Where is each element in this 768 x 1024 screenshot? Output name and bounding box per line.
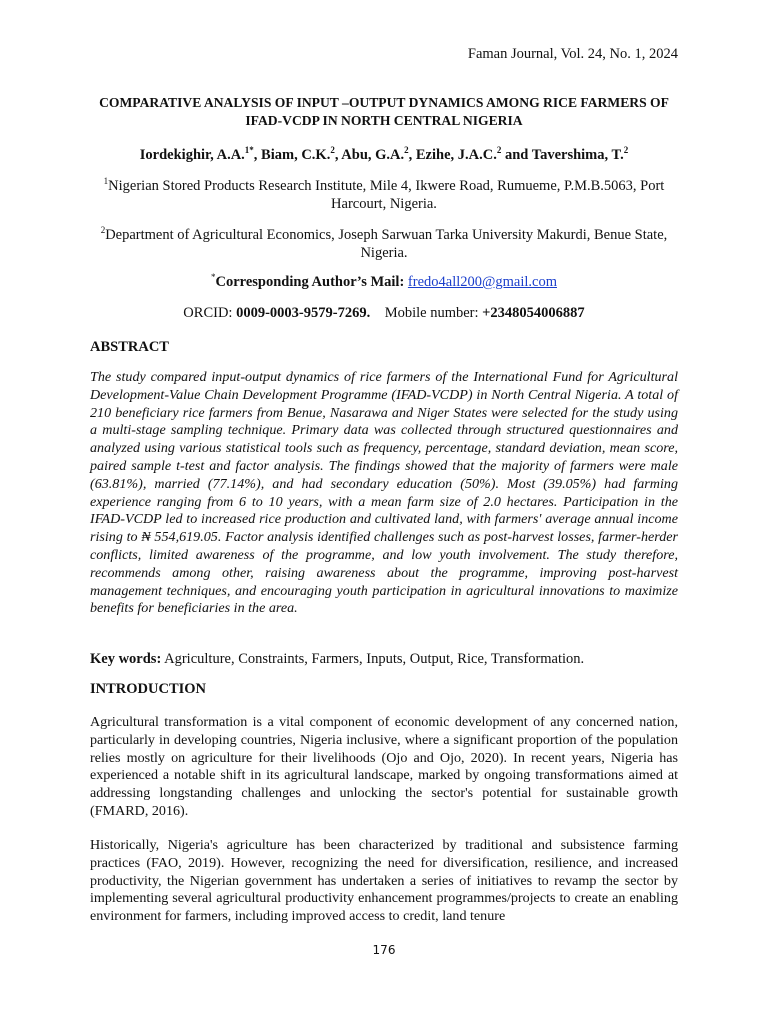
- author-list: [90, 147, 678, 164]
- introduction-heading: INTRODUCTION: [90, 681, 207, 697]
- author-separator: ,: [408, 147, 416, 163]
- author-name: Iordekighir, A.A.: [139, 147, 245, 163]
- corresponding-author: [90, 274, 678, 291]
- mobile-label: Mobile number:: [384, 305, 479, 321]
- affiliation-text: Department of Agricultural Economics, Joseph Sarwuan Tarka University Makurdi, Benue State, Nigeria.: [105, 227, 668, 261]
- page-number: 176: [372, 943, 396, 957]
- keywords-text: Agriculture, Constraints, Farmers, Inputs, Output, Rice, Transformation.: [164, 651, 585, 667]
- author-separator: ,: [253, 147, 262, 163]
- author-affiliation-mark: 2: [330, 145, 335, 156]
- author-affiliation-mark: 2: [404, 145, 409, 156]
- abstract-heading: ABSTRACT: [90, 339, 169, 355]
- corresponding-label: Corresponding Author’s Mail:: [215, 274, 405, 290]
- paper-title: COMPARATIVE ANALYSIS OF INPUT –OUTPUT DYNAMICS AMONG RICE FARMERS OF IFAD-VCDP IN NORTH CENTRAL NIGERIA: [99, 95, 669, 128]
- introduction-paragraph: Historically, Nigeria's agriculture has been characterized by traditional and subsistence farming practices (FAO, 2019). However, recognizing the need for diversification, resilience, and increased productivity, the Nigerian government has undertaken a series of initiatives to revamp the sector by implementing several agricultural productivity enhancement programmes/projects to create an enabling environment for farmers, including improved access to credit, land tenure: [90, 837, 678, 925]
- keywords: [90, 651, 678, 668]
- mobile-value: +2348054006887: [482, 305, 585, 321]
- affiliation-2: [90, 226, 678, 262]
- author-separator: ,: [334, 147, 342, 163]
- abstract-text: The study compared input-output dynamics of rice farmers of the International Fund for Agricultural Development-Value Chain Development Programme (IFAD-VCDP) in North Central Nigeria. A total of 210 beneficiary rice farmers from Benue, Nasarawa and Niger States were selected for the study using a multi-stage sampling technique. Primary data was collected through structured questionnaires and analyzed using various statistical tools such as frequency, percentage, standard deviation, mean score, paired sample t-test and factor analysis. The findings showed that the majority of farmers were male (63.81%), married (77.14%), and had secondary education (50%). Most (39.05%) had farming experience ranging from 6 to 10 years, with a mean farm size of 2.0 hectares. Participation in the IFAD-VCDP led to increased rice production and cultivated land, with farmers' average annual income rising to ₦ 554,619.05. Factor analysis identified challenges such as post-harvest losses, farmer-herder conflicts, limited awareness of the programme, and low youth involvement. The study therefore, recommends among other, raising awareness about the programme, improving post-harvest management techniques, and encouraging youth participation in agricultural innovations to maximize benefits for beneficiaries in the area.: [90, 369, 678, 617]
- email-link[interactable]: fredo4all200@gmail.com: [407, 274, 557, 290]
- orcid-line: [90, 305, 678, 322]
- orcid-value: 0009-0003-9579-7269.: [236, 305, 371, 321]
- introduction-paragraph: Agricultural transformation is a vital component of economic development of any concerned nation, particularly in developing countries, Nigeria inclusive, where a significant proportion of the population relies mostly on agriculture for their livelihoods (Ojo and Ojo, 2020). In recent years, Nigeria has experienced a notable shift in its agricultural landscape, marked by ongoing transformations aimed at addressing longstanding challenges and unlocking the sector's potential for sustainable growth (FMARD, 2016).: [90, 714, 678, 819]
- author-name: Ezihe, J.A.C.: [415, 147, 497, 163]
- affiliation-1: [90, 177, 678, 213]
- orcid-label: ORCID:: [183, 305, 233, 321]
- affiliation-text: Nigerian Stored Products Research Institute, Mile 4, Ikwere Road, Rumueme, P.M.B.5063, Port Harcourt, Nigeria.: [108, 178, 665, 212]
- affiliation-mark: 2: [100, 225, 106, 236]
- author-affiliation-mark: 1*: [244, 145, 254, 156]
- journal-header: Faman Journal, Vol. 24, No. 1, 2024: [467, 46, 678, 62]
- affiliation-mark: 1: [103, 176, 109, 187]
- author-name: Abu, G.A.: [341, 147, 405, 163]
- author-name: Biam, C.K.: [261, 147, 331, 163]
- corresponding-mark: *: [211, 272, 216, 283]
- author-affiliation-mark: 2: [623, 145, 629, 156]
- author-name: Tavershima, T.: [531, 147, 624, 163]
- author-affiliation-mark: 2: [496, 145, 502, 156]
- keywords-label: Key words:: [90, 651, 162, 667]
- author-separator: and: [501, 147, 532, 163]
